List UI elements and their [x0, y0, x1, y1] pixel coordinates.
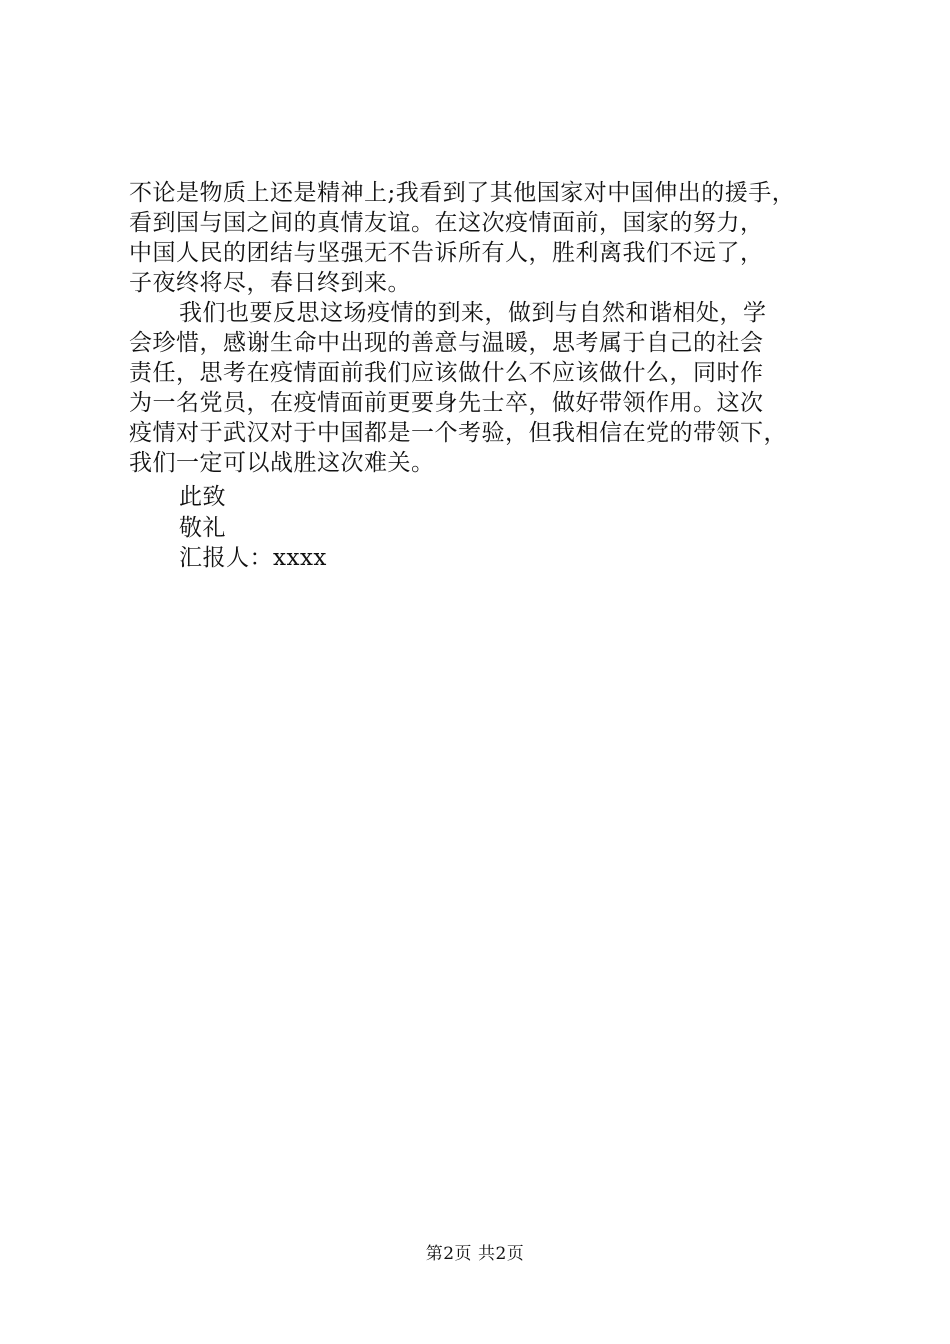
reporter-line: 汇报人：xxxx — [179, 545, 327, 571]
document-body — [129, 178, 841, 478]
regards-line: 敬礼 — [179, 514, 226, 541]
body-line: 看到国与国之间的真情友谊。在这次疫情面前，国家的努力， — [129, 210, 764, 236]
body-line: 责任，思考在疫情面前我们应该做什么不应该做什么，同时作 — [129, 360, 764, 386]
body-line: 不论是物质上还是精神上;我看到了其他国家对中国伸出的援手， — [129, 180, 796, 206]
body-line: 疫情对于武汉对于中国都是一个考验，但我相信在党的带领下， — [129, 420, 787, 446]
body-line: 为一名党员，在疫情面前更要身先士卒，做好带领作用。这次 — [129, 390, 764, 416]
body-line: 我们也要反思这场疫情的到来，做到与自然和谐相处，学 — [179, 300, 767, 326]
page-footer: 第2页 共2页 — [425, 1244, 525, 1264]
closing-block — [179, 482, 327, 574]
body-line: 我们一定可以战胜这次难关。 — [129, 450, 435, 476]
body-line: 会珍惜，感谢生命中出现的善意与温暖，思考属于自己的社会 — [129, 330, 764, 356]
body-line: 子夜终将尽，春日终到来。 — [129, 270, 411, 296]
salutation-line: 此致 — [179, 484, 226, 510]
body-line: 中国人民的团结与坚强无不告诉所有人，胜利离我们不远了， — [129, 240, 764, 266]
